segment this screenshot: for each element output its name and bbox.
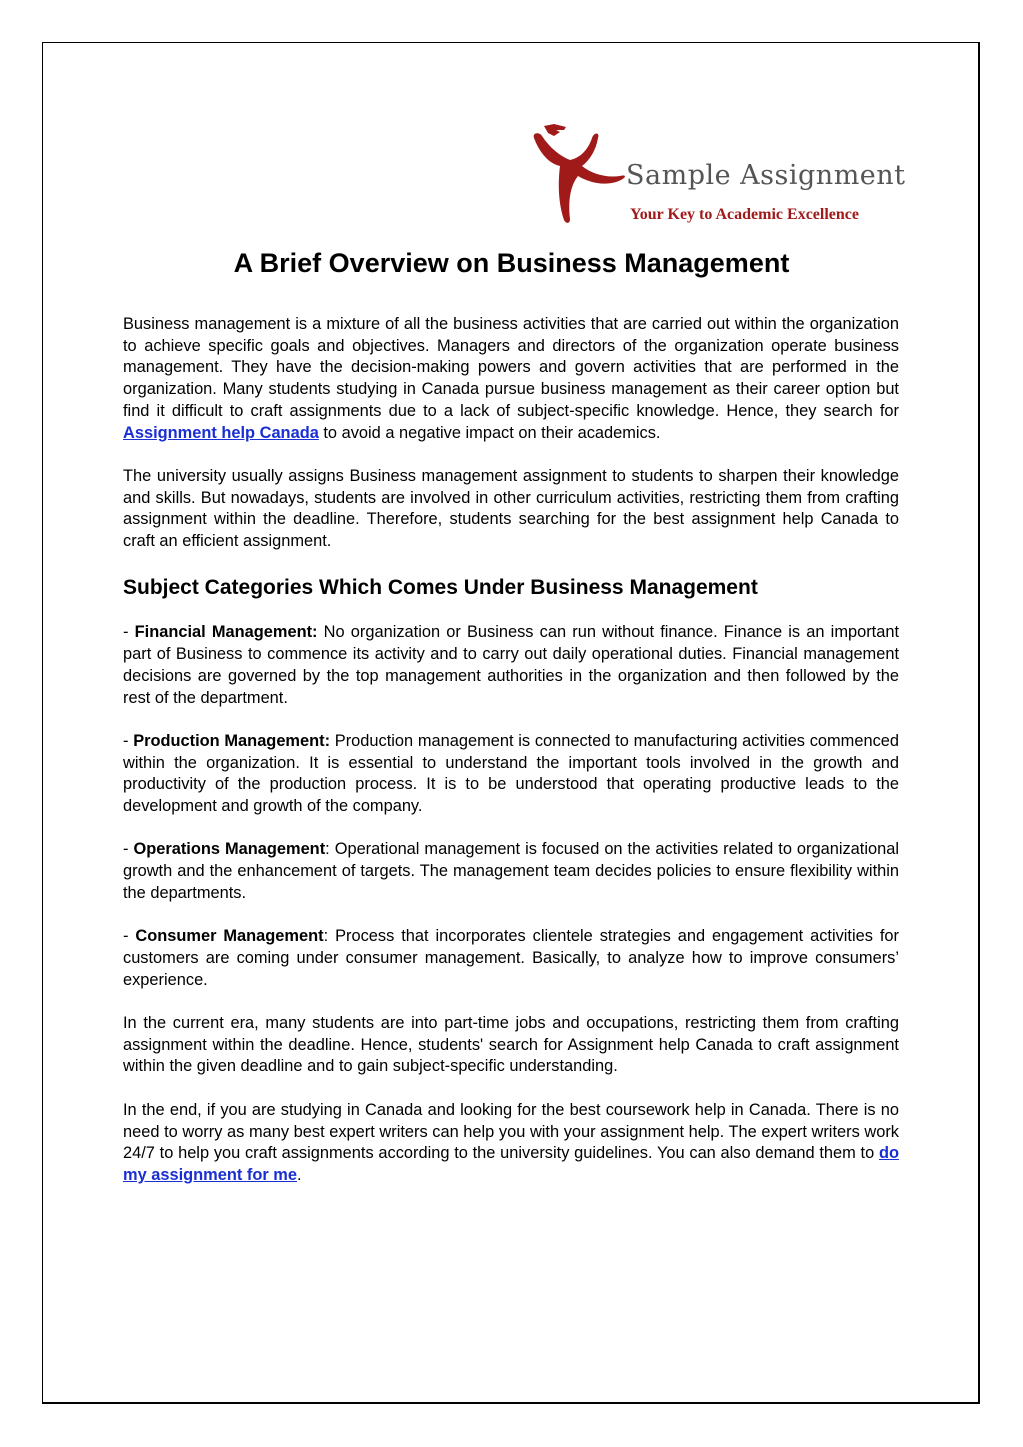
category-text: : Operational management is focused on the activities related to organizational growth and the enhancement of targets. The management team decides policies to ensure flexibility within the departments. <box>123 840 899 902</box>
assignment-help-canada-link[interactable]: Assignment help Canada <box>123 423 319 442</box>
category-text: Production management is connected to manufacturing activities commenced within the organization. It is essential to understand the important tools involved in the growth and productivity of the production process. It is to be understood that operating productive leads to the development and growth of the company. <box>123 731 899 816</box>
category-term: Consumer Management <box>135 927 324 946</box>
category-dash: - <box>123 927 136 946</box>
category-consumer <box>123 926 899 991</box>
closing-text: In the end, if you are studying in Canada and looking for the best coursework help in Canada. There is no need to worry as many best expert writers can help you with your assignment help. The expert writers work 24/7 to help you craft assignments according to the university guidelines. You can also demand them to <box>123 1100 899 1163</box>
logo-brand-name: Sample Assignment <box>626 160 906 191</box>
closing-paragraph-1: In the current era, many students are into part-time jobs and occupations, restricting them from crafting assignment within the deadline. Hence, students' search for Assignment help Canada to craft assignment within the given deadline and to gain subject-specific understanding. <box>123 1014 899 1076</box>
closing-paragraph-2 <box>123 1100 899 1187</box>
category-term: Operations Management <box>133 840 326 859</box>
category-dash: - <box>123 623 135 642</box>
category-text: No organization or Business can run without finance. Finance is an important part of Business to commence its activity and to carry out daily operational duties. Financial management decisions are governed by the top management authorities in the organization and then followed by the rest of the department. <box>123 623 900 707</box>
category-term: Financial Management: <box>134 623 318 642</box>
do-my-assignment-link[interactable]: do my assignment for me <box>123 1144 899 1184</box>
category-operations <box>123 839 899 904</box>
article-body <box>123 314 899 1208</box>
intro-paragraph-1 <box>123 314 899 444</box>
person-figure-icon <box>530 120 630 228</box>
category-dash: - <box>123 731 134 750</box>
intro-paragraph-2: The university usually assigns Business management assignment to students to sharpen their knowledge and skills. But nowadays, students are involved in other curriculum activities, restricting them from crafting assignment within the deadline. Therefore, students searching for the best assignment help Canada to craft an efficient assignment. <box>123 466 899 551</box>
category-financial <box>123 622 899 709</box>
category-dash: - <box>123 840 134 859</box>
logo-tagline: Your Key to Academic Excellence <box>630 206 859 223</box>
category-text: : Process that incorporates clientele strategies and engagement activities for customers are coming under consumer management. Basically, to analyze how to improve consumers’ experience. <box>123 927 900 989</box>
sample-assignment-logo <box>530 120 910 228</box>
category-production <box>123 731 899 818</box>
page-title: A Brief Overview on Business Management <box>233 248 790 278</box>
closing-text-after-link: . <box>296 1165 302 1184</box>
section-heading: Subject Categories Which Comes Under Business Management <box>123 576 758 600</box>
intro-text-after-link: to avoid a negative impact on their academics. <box>318 423 661 442</box>
category-term: Production Management: <box>133 731 331 750</box>
intro-text: Business management is a mixture of all the business activities that are carried out within the organization to achieve specific goals and objectives. Managers and directors of the organization operate business management. They have the decision-making powers and govern activities that are performed in the organization. Many students studying in Canada pursue business management as their career option but find it difficult to craft assignments due to a lack of subject-specific knowledge. Hence, they search for <box>123 315 899 420</box>
